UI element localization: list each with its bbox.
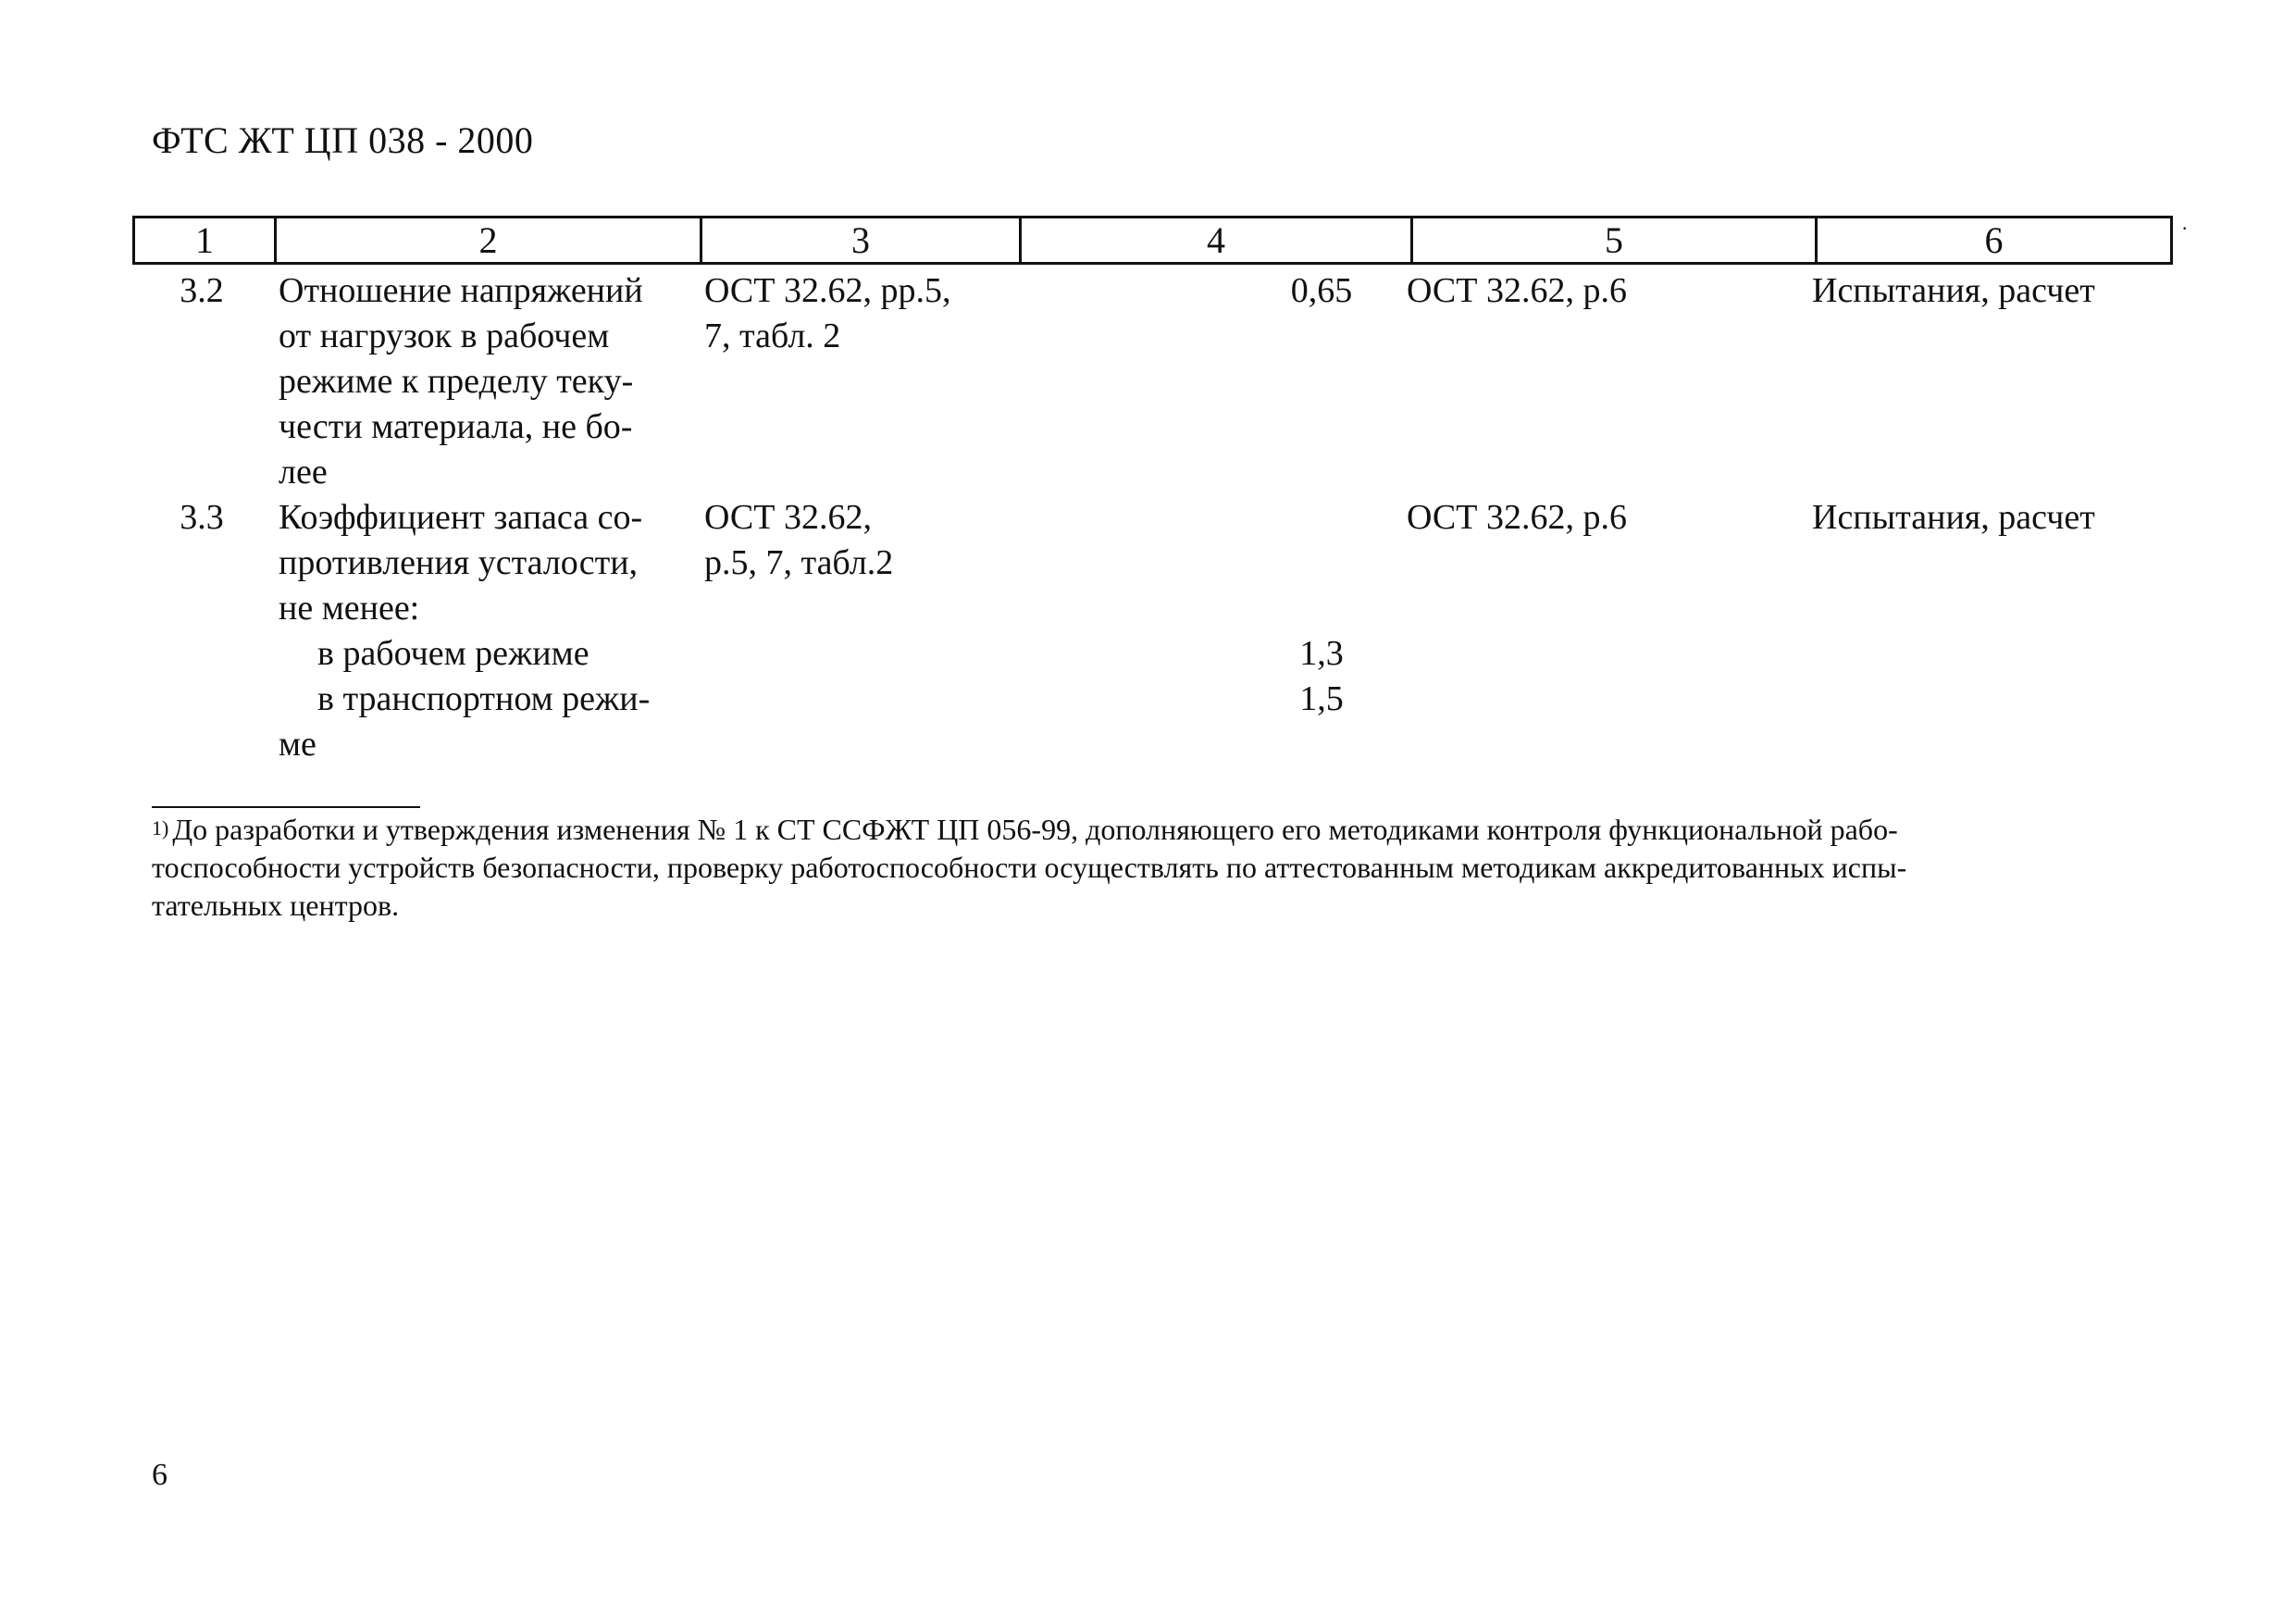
parameter-line: Коэффициент запаса со- [279, 498, 643, 537]
mode-line: ме [279, 725, 316, 764]
control-type: Испытания, расчет [1812, 498, 2095, 537]
footnote-line: тательных центров. [152, 889, 400, 922]
page-number: 6 [152, 1458, 168, 1492]
parameter-line: чести материала, не бо- [279, 407, 633, 446]
parameter-line: противления усталости, [279, 543, 639, 582]
table-header-row [132, 216, 2173, 265]
parameter-line: Отношение напряжений [279, 271, 643, 310]
document-title: ФТС ЖТ ЦП 038 - 2000 [152, 119, 534, 161]
parameter-line: режиме к пределу теку- [279, 362, 634, 401]
footnote-marker: 1) [152, 816, 169, 840]
header-col-5: 5 [1410, 218, 1815, 262]
header-col-1: 1 [195, 219, 214, 261]
requirements-table [132, 216, 2173, 764]
header-col-6: 6 [1815, 218, 2170, 262]
parameter-line: от нагрузок в рабочем [279, 317, 610, 355]
parameter-line: лее [279, 453, 328, 491]
reference-line: р.5, 7, табл.2 [704, 543, 894, 582]
parameter-name [279, 268, 643, 495]
normative-reference [704, 495, 893, 586]
parameter-line: не менее: [279, 589, 420, 628]
header-col-2: 2 [274, 218, 700, 262]
normative-reference [704, 268, 950, 359]
reference-line: ОСТ 32.62, рр.5, [704, 271, 951, 310]
footnote-line [152, 811, 2151, 849]
parameter-name [279, 495, 650, 767]
control-type: Испытания, расчет [1812, 271, 2095, 310]
norm-value: 1,5 [1299, 679, 1344, 718]
footnote-divider [152, 806, 420, 808]
reference-line: 7, табл. 2 [704, 317, 841, 355]
margin-mark: · [2181, 217, 2189, 240]
footnote [152, 811, 2151, 925]
reference-line: ОСТ 32.62, [704, 498, 872, 537]
mode-line: в рабочем режиме [317, 634, 590, 673]
footnote-line: тоспособности устройств безопасности, проверку работоспособности осуществлять по аттестованным методикам аккредитованных испы- [152, 851, 1907, 884]
norm-value: 1,3 [1299, 634, 1344, 673]
row-number: 3.2 [180, 271, 224, 310]
mode-line: в транспортном режи- [317, 679, 651, 718]
check-method: ОСТ 32.62, р.6 [1407, 498, 1627, 537]
header-col-3: 3 [700, 218, 1019, 262]
row-number: 3.3 [180, 498, 224, 537]
check-method: ОСТ 32.62, р.6 [1407, 271, 1627, 310]
footnote-text: До разработки и утверждения изменения № 1 к СТ ССФЖТ ЦП 056-99, дополняющего его методиками контроля функциональной рабо- [172, 813, 1898, 846]
norm-value: 0,65 [1290, 271, 1353, 310]
header-col-4: 4 [1019, 218, 1410, 262]
